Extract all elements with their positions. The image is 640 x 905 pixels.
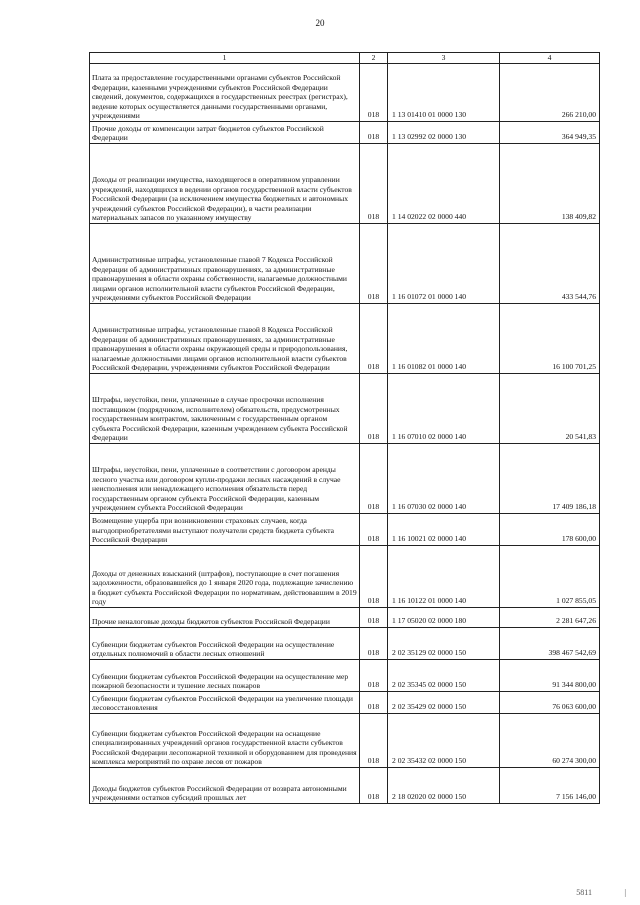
footer-mark: 5811: [576, 888, 592, 897]
row-amount: 1 027 855,05: [500, 546, 600, 608]
table-row: [90, 374, 600, 444]
footer-divider: |: [624, 888, 626, 897]
row-admin-code: 018: [360, 304, 388, 374]
page-number: 20: [315, 18, 325, 28]
row-budget-code: 2 02 35429 02 0000 150: [388, 692, 500, 714]
row-description: Прочие неналоговые доходы бюджетов субъектов Российской Федерации: [90, 608, 360, 628]
row-budget-code: 1 16 01072 01 0000 140: [388, 224, 500, 304]
row-amount: 266 210,00: [500, 64, 600, 122]
row-description: Субвенции бюджетам субъектов Российской Федерации на оснащение специализированных учреждений органов государственной власти субъектов Российской Федерации лесопожарной техникой и оборудованием для проведения комплекса мероприятий по охране лесов от пожаров: [90, 714, 360, 768]
row-admin-code: 018: [360, 714, 388, 768]
row-admin-code: 018: [360, 122, 388, 144]
row-amount: 2 281 647,26: [500, 608, 600, 628]
table-row: [90, 444, 600, 514]
row-description: Доходы от реализации имущества, находящегося в оперативном управлении учреждений, находящихся в ведении органов государственной власти субъектов Российской Федерации (за исключением имущества бюджетных и автономных учреждений субъектов Российской Федерации), в части реализации материальных запасов по указанному имуществу: [90, 144, 360, 224]
row-amount: 7 156 146,00: [500, 768, 600, 804]
row-admin-code: 018: [360, 374, 388, 444]
table-row: [90, 546, 600, 608]
row-budget-code: 1 16 10021 02 0000 140: [388, 514, 500, 546]
row-description: Административные штрафы, установленные главой 8 Кодекса Российской Федерации об административных правонарушениях, за административные правонарушения в области охраны окружающей среды и природопользования, налагаемые должностными лицами органов исполнительной власти субъектов Российской Федерации, учреждениями субъектов Российской Федерации: [90, 304, 360, 374]
table-row: [90, 692, 600, 714]
table-header-row: [90, 53, 600, 64]
row-admin-code: 018: [360, 546, 388, 608]
row-budget-code: 1 16 10122 01 0000 140: [388, 546, 500, 608]
table-row: [90, 122, 600, 144]
row-budget-code: 1 13 02992 02 0000 130: [388, 122, 500, 144]
row-budget-code: 1 13 01410 01 0000 130: [388, 64, 500, 122]
row-description: Прочие доходы от компенсации затрат бюджетов субъектов Российской Федерации: [90, 122, 360, 144]
row-budget-code: 1 16 07010 02 0000 140: [388, 374, 500, 444]
row-amount: 91 344 800,00: [500, 660, 600, 692]
header-col-1: 1: [90, 53, 360, 64]
row-description: Субвенции бюджетам субъектов Российской Федерации на осуществление отдельных полномочий в области лесных отношений: [90, 628, 360, 660]
row-budget-code: 2 02 35345 02 0000 150: [388, 660, 500, 692]
row-admin-code: 018: [360, 64, 388, 122]
row-admin-code: 018: [360, 608, 388, 628]
table-row: [90, 304, 600, 374]
row-amount: 138 409,82: [500, 144, 600, 224]
row-amount: 364 949,35: [500, 122, 600, 144]
row-description: Штрафы, неустойки, пени, уплаченные в соответствии с договором аренды лесного участка или договором купли-продажи лесных насаждений в случае неисполнения или ненадлежащего исполнения обязательств перед государственным органом субъекта Российской Федерации, казенным учреждением субъекта Российской Федерации: [90, 444, 360, 514]
row-admin-code: 018: [360, 224, 388, 304]
row-description: Доходы от денежных взысканий (штрафов), поступающие в счет погашения задолженности, образовавшейся до 1 января 2020 года, подлежащие зачислению в бюджет субъекта Российской Федерации по нормативам, действовавшим в 2019 году: [90, 546, 360, 608]
row-budget-code: 1 16 01082 01 0000 140: [388, 304, 500, 374]
row-amount: 398 467 542,69: [500, 628, 600, 660]
revenue-table: [89, 52, 600, 804]
row-amount: 178 600,00: [500, 514, 600, 546]
row-admin-code: 018: [360, 660, 388, 692]
table-row: [90, 224, 600, 304]
row-amount: 433 544,76: [500, 224, 600, 304]
row-budget-code: 1 16 07030 02 0000 140: [388, 444, 500, 514]
table-row: [90, 144, 600, 224]
row-description: Штрафы, неустойки, пени, уплаченные в случае просрочки исполнения поставщиком (подрядчиком, исполнителем) обязательств, предусмотренных государственным контрактом, заключенным с государственным органом субъекта Российской Федерации, казенным учреждением субъекта Российской Федерации: [90, 374, 360, 444]
table-row: [90, 608, 600, 628]
row-amount: 16 100 701,25: [500, 304, 600, 374]
table-row: [90, 64, 600, 122]
row-admin-code: 018: [360, 692, 388, 714]
table-row: [90, 514, 600, 546]
row-admin-code: 018: [360, 514, 388, 546]
row-budget-code: 1 14 02022 02 0000 440: [388, 144, 500, 224]
row-admin-code: 018: [360, 144, 388, 224]
row-description: Субвенции бюджетам субъектов Российской Федерации на осуществление мер пожарной безопасности и тушение лесных пожаров: [90, 660, 360, 692]
table-row: [90, 768, 600, 804]
row-description: Субвенции бюджетам субъектов Российской Федерации на увеличение площади лесовосстановления: [90, 692, 360, 714]
row-admin-code: 018: [360, 444, 388, 514]
table-row: [90, 628, 600, 660]
row-admin-code: 018: [360, 628, 388, 660]
header-col-3: 3: [388, 53, 500, 64]
row-amount: 17 409 186,18: [500, 444, 600, 514]
row-budget-code: 1 17 05020 02 0000 180: [388, 608, 500, 628]
row-description: Доходы бюджетов субъектов Российской Федерации от возврата автономными учреждениями остатков субсидий прошлых лет: [90, 768, 360, 804]
row-description: Административные штрафы, установленные главой 7 Кодекса Российской Федерации об административных правонарушениях, за административные правонарушения в области охраны собственности, налагаемые должностными лицами органов исполнительной власти субъектов Российской Федерации, учреждениями субъектов Российской Федерации: [90, 224, 360, 304]
row-description: Плата за предоставление государственными органами субъектов Российской Федерации, казенными учреждениями субъектов Российской Федерации сведений, документов, содержащихся в государственных реестрах (регистрах), ведение которых осуществляется данными государственными органами, учреждениями: [90, 64, 360, 122]
row-budget-code: 2 18 02020 02 0000 150: [388, 768, 500, 804]
table-row: [90, 714, 600, 768]
row-admin-code: 018: [360, 768, 388, 804]
table-row: [90, 660, 600, 692]
row-amount: 20 541,83: [500, 374, 600, 444]
row-description: Возмещение ущерба при возникновении страховых случаев, когда выгодоприобретателями выступают получатели средств бюджета субъекта Российской Федерации: [90, 514, 360, 546]
header-col-4: 4: [500, 53, 600, 64]
row-amount: 76 063 600,00: [500, 692, 600, 714]
table-body: [90, 64, 600, 804]
row-amount: 60 274 300,00: [500, 714, 600, 768]
row-budget-code: 2 02 35432 02 0000 150: [388, 714, 500, 768]
row-budget-code: 2 02 35129 02 0000 150: [388, 628, 500, 660]
header-col-2: 2: [360, 53, 388, 64]
